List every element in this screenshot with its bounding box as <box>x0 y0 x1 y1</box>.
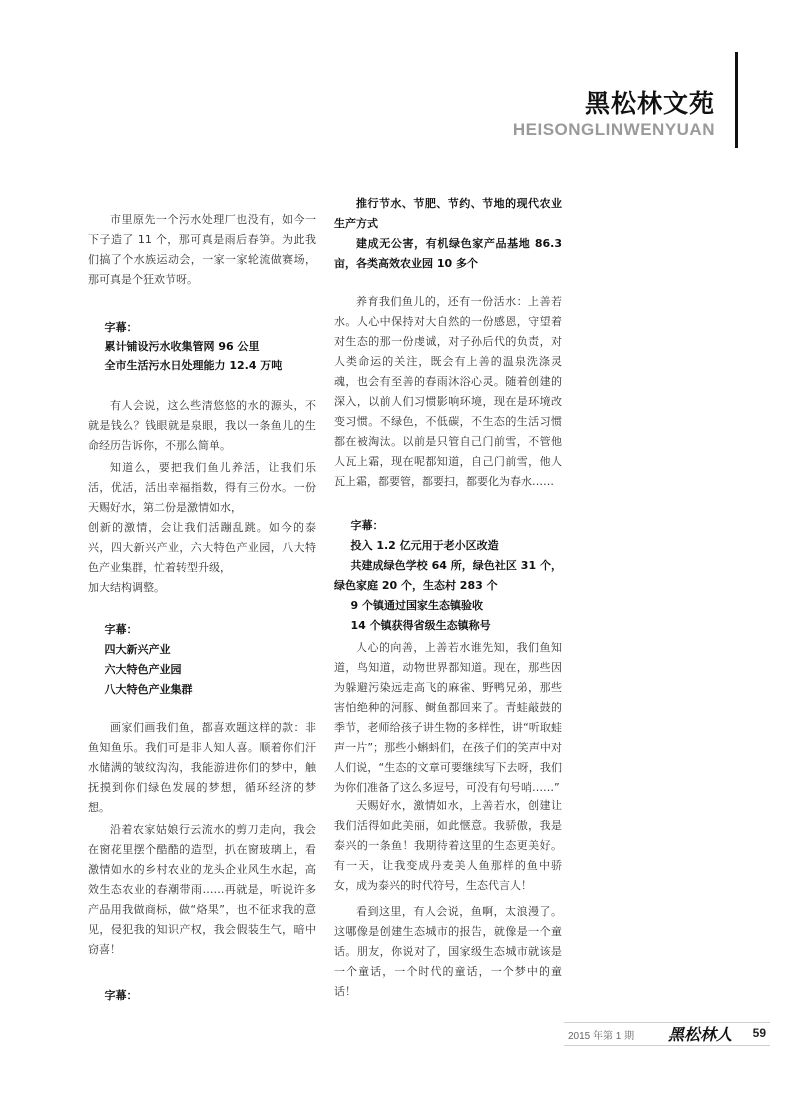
left-paragraph-7: 沿着农家姑娘行云流水的剪刀走向，我会在窗花里摆个酷酷的造型，扒在窗玻璃上，看激情如水的乡村农业的龙头企业风生水起，高效生态农业的春潮带雨……再就是，听说许多产品用我做商标，做“烙果”，也不征求我的意见，侵犯我的知识产权，我会假装生气，暗中窃喜！ <box>88 823 316 956</box>
section-title: 黑松林文苑 <box>584 89 715 118</box>
left-paragraph-3: 知道么，要把我们鱼儿养活，让我们乐活，优活，活出幸福指数，得有三份水。一份天赐好水，第二份是激情如水， <box>88 461 316 514</box>
caption-line: 四大新兴产业 <box>104 643 171 656</box>
right-paragraph-4: 看到这里，有人会说，鱼啊，太浪漫了。这哪像是创建生态城市的报告，就像是一个童话。朋友，你说对了，国家级生态城市就该是一个童话，一个时代的童话，一个梦中的童话！ <box>334 905 562 998</box>
caption-line: 推行节水、节肥、节约、节地的现代农业生产方式 <box>334 197 562 230</box>
right-paragraph-2: 人心的向善，上善若水谁先知，我们鱼知道，鸟知道，动物世界都知道。现在，那些因为躲避污染远走高飞的麻雀、野鸭兄弟，那些害怕绝种的河豚、鲥鱼都回来了。青蛙敲鼓的季节，老师给孩子讲生物的多样性，讲“听取蛙声一片”；那些小蝌蚪们，在孩子们的笑声中对人们说，“生态的文章可要继续写下去呀，我们为你们准备了这么多逗号，可没有句号哨……” <box>334 641 562 794</box>
caption-line: 9 个镇通过国家生态镇验收 <box>350 599 483 612</box>
svg-text:黑松林人: 黑松林人 <box>667 1025 733 1044</box>
right-paragraph-1: 养育我们鱼儿的，还有一份活水：上善若水。人心中保持对大自然的一份感恩，守望着对生态的那一份虔诚，对子孙后代的负责，对人类命运的关注，既会有上善的温泉洗涤灵魂，也会有至善的春雨沐浴心灵。随着创建的深入，以前人们习惯影响环境，现在是环境改变习惯。不绿色，不低碳，不生态的生活习惯都在被淘汰。以前是只管自己门前雪，不管他人瓦上霜，现在呢都知道，自己门前雪，他人瓦上霜，都要管，都要扫，都要化为春水…… <box>334 295 562 488</box>
issue-label: 2015 年第 1 期 <box>568 1031 635 1042</box>
header-vertical-rule <box>735 52 738 148</box>
caption-label: 字幕： <box>104 623 138 636</box>
section-subtitle: HEISONGLINWENYUAN <box>512 120 715 139</box>
magazine-logo <box>656 1022 744 1046</box>
caption-line: 建成无公害，有机绿色家产品基地 86.3 亩，各类高效农业园 10 多个 <box>334 237 562 270</box>
caption-line: 六大特色产业园 <box>104 663 182 676</box>
left-paragraph-6: 画家们画我们鱼，都喜欢题这样的款：非鱼知鱼乐。我们可是非人知人喜。顺着你们汗水储满的皱纹沟沟，我能游进你们的梦中，触抚摸到你们绿色发展的梦想，循环经济的梦想。 <box>88 721 316 814</box>
page-footer <box>564 1022 770 1046</box>
left-paragraph-4: 创新的激情，会让我们活蹦乱跳。如今的泰兴，四大新兴产业，六大特色产业园，八大特色产业集群，忙着转型升级， <box>88 521 316 574</box>
right-paragraph-3: 天赐好水，激情如水，上善若水，创建让我们活得如此美丽，如此惬意。我骄傲，我是泰兴的一条鱼！我期待着这里的生态更美好。有一天，让我变成丹麦美人鱼那样的鱼中骄女，成为泰兴的时代符号，生态代言人！ <box>334 799 562 892</box>
caption-line: 14 个镇获得省级生态镇称号 <box>350 619 491 632</box>
caption-label: 字幕： <box>350 519 384 532</box>
left-paragraph-1: 市里原先一个污水处理厂也没有，如今一下子造了 11 个，那可真是雨后春笋。为此我们搞了个水族运动会，一家一家轮流做赛场，那可真是个狂欢节呀。 <box>88 213 316 286</box>
page-number: 59 <box>752 1026 766 1040</box>
caption-line: 八大特色产业集群 <box>104 683 193 696</box>
left-paragraph-5: 加大结构调整。 <box>88 581 165 594</box>
caption-line: 累计铺设污水收集管网 96 公里 <box>104 340 260 353</box>
caption-label: 字幕： <box>104 321 138 334</box>
caption-line: 全市生活污水日处理能力 12.4 万吨 <box>104 359 283 372</box>
left-paragraph-2: 有人会说，这么些清悠悠的水的源头，不就是钱么？钱眼就是泉眼，我以一条鱼儿的生命经历告诉你，不那么简单。 <box>88 399 316 452</box>
caption-label: 字幕： <box>104 989 138 1002</box>
caption-line: 投入 1.2 亿元用于老小区改造 <box>350 539 499 552</box>
caption-line: 共建成绿色学校 64 所，绿色社区 31 个，绿色家庭 20 个，生态村 283 个 <box>334 559 562 592</box>
